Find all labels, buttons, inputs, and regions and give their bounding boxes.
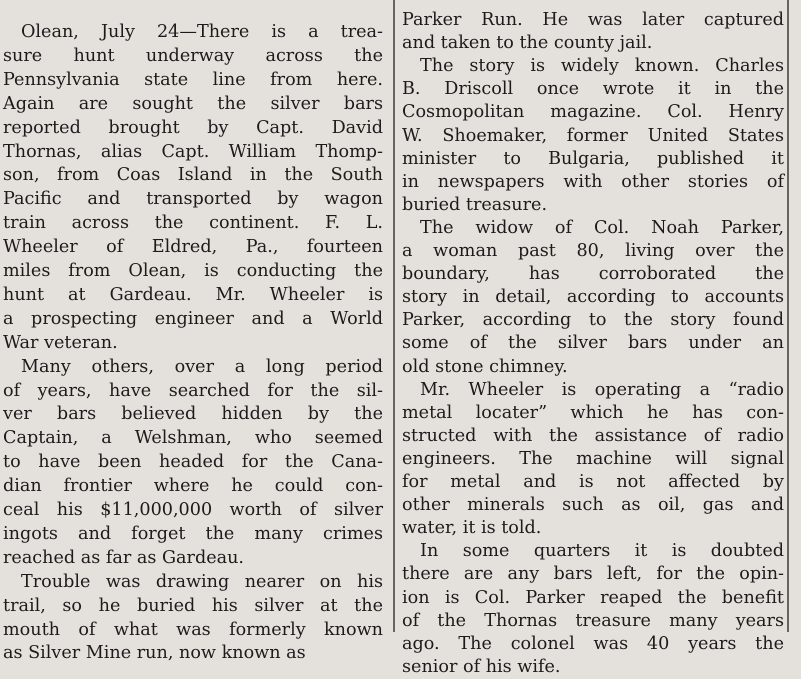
text-line: of years, have searched for the sil- [3,380,383,401]
text-line: The story is widely known. Charles [420,56,784,77]
text-line: Captain, a Welshman, who seemed [3,428,383,449]
text-line: and taken to the county jail. [402,33,653,54]
text-line: Parker Run. He was later captured [402,10,784,30]
text-line: old stone chimney. [402,356,568,377]
text-line: reached as far as Gardeau. [3,547,245,568]
text-line: boundary, has corroborated the [402,264,784,285]
text-line: ceal his $11,000,000 worth of silver [3,500,383,520]
text-line: sure hunt underway across the [3,45,383,66]
text-line: War veteran. [3,332,118,353]
text-line: Pennsylvania state line from here. [3,69,383,90]
text-line: Parker, according to the story found [402,310,784,331]
text-line: Mr. Wheeler is operating a “radio [420,379,784,400]
text-line: Trouble was drawing nearer on his [21,571,383,592]
text-line: in newspapers with other stories of [402,171,784,192]
text-line: Pacific and transported by wagon [3,189,383,210]
text-line: B. Driscoll once wrote it in the [402,79,784,100]
text-line: ago. The colonel was 40 years the [402,633,784,654]
text-line: ion is Col. Parker reaped the benefit [402,587,784,608]
text-line: there are any bars left, for the opin- [402,564,784,585]
text-line: Olean, July 24—There is a trea- [21,22,383,42]
text-line: The widow of Col. Noah Parker, [420,217,784,238]
text-line: miles from Olean, is conducting the [3,261,383,281]
text-line: some of the silver bars under an [402,333,784,354]
text-line: Again are sought the silver bars [3,93,383,114]
text-line: mouth of what was formerly known [3,619,383,640]
text-line: water, it is told. [402,518,542,539]
text-line: trail, so he buried his silver at the [3,595,383,616]
column-rule [393,0,395,632]
text-line: metal locater” which he has con- [402,402,784,423]
text-line: ver bars believed hidden by the [3,404,383,425]
text-line: for metal and is not affected by [402,472,784,492]
text-line: ingots and forget the many crimes [3,523,383,544]
text-line: Cosmopolitan magazine. Col. Henry [402,102,784,123]
text-line: buried treasure. [402,194,548,215]
text-line: In some quarters it is doubted [420,541,784,562]
text-line: a woman past 80, living over the [402,241,784,261]
column-rule [787,0,789,632]
text-line: dian frontier where he could con- [3,476,383,497]
text-line: of the Thornas treasure many years [402,610,784,631]
text-line: a prospecting engineer and a World [3,308,383,329]
text-line: other minerals such as oil, gas and [402,495,784,516]
text-line: to have been headed for the Cana- [3,452,383,473]
text-line: structed with the assistance of radio [402,425,784,446]
text-line: W. Shoemaker, former United States [402,125,784,146]
text-line: train across the continent. F. L. [3,213,383,234]
text-line: son, from Coas Island in the South [3,165,383,186]
text-line: reported brought by Capt. David [3,117,383,138]
text-line: Many others, over a long period [21,356,383,377]
text-line: minister to Bulgaria, published it [402,148,784,169]
text-line: Wheeler of Eldred, Pa., fourteen [3,237,383,258]
text-line: engineers. The machine will signal [402,448,784,469]
text-line: hunt at Gardeau. Mr. Wheeler is [3,284,383,305]
text-line: as Silver Mine run, now known as [3,643,306,664]
text-line: senior of his wife. [402,656,561,677]
text-line: Thornas, alias Capt. William Thomp- [3,141,383,162]
text-line: story in detail, according to accounts [402,287,784,308]
